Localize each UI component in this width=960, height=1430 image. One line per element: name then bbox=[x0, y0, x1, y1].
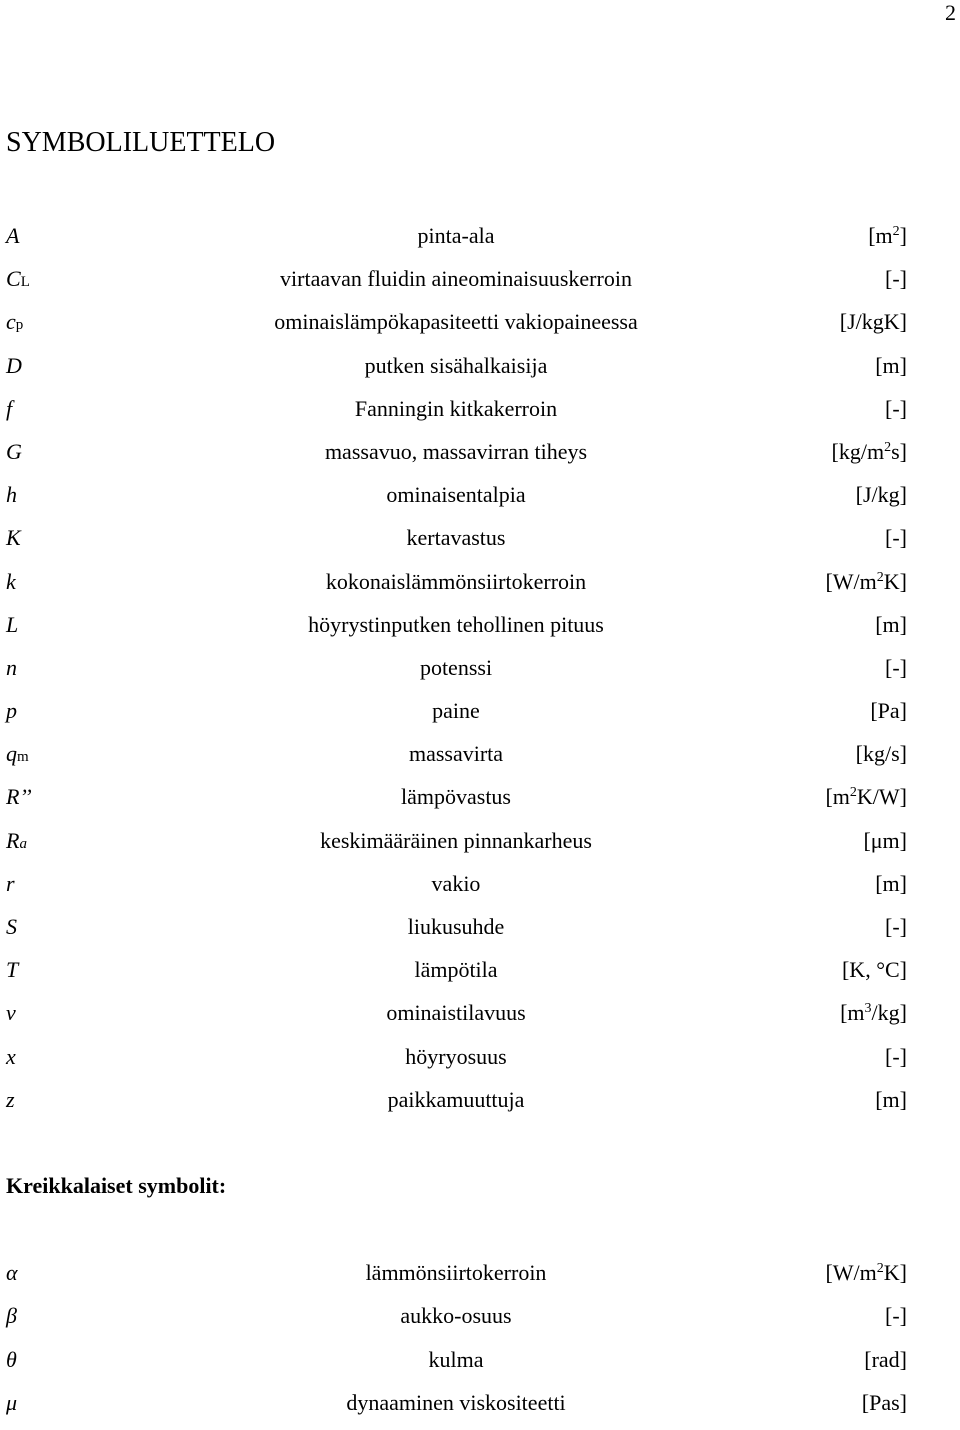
symbol bbox=[6, 738, 29, 773]
symbol-unit bbox=[870, 695, 907, 727]
greek-symbols-heading: Kreikkalaiset symbolit: bbox=[6, 1173, 227, 1198]
symbol-description: keskimääräinen pinnankarheus bbox=[320, 827, 592, 853]
symbol-row bbox=[0, 1300, 960, 1343]
unit-text: [-] bbox=[885, 395, 907, 421]
unit-text-end: K] bbox=[883, 568, 907, 594]
symbol-letter: f bbox=[6, 395, 13, 421]
unit-text-end: s] bbox=[891, 438, 907, 464]
unit-text: [J/kgK] bbox=[839, 309, 907, 335]
symbol-letter: A bbox=[6, 223, 20, 248]
symbol-description: höyrystinputken tehollinen pituus bbox=[308, 611, 604, 637]
symbol-letter: R’’ bbox=[6, 784, 32, 810]
unit-text: [kg/m bbox=[831, 438, 885, 464]
unit-text: [W/m bbox=[825, 568, 877, 594]
symbol-unit bbox=[863, 825, 907, 857]
symbol-row bbox=[0, 652, 960, 695]
symbol-letter: z bbox=[6, 1086, 15, 1112]
unit-text: [W/m bbox=[825, 1260, 877, 1285]
symbol-description: lämpövastus bbox=[401, 784, 511, 810]
unit-text-end: K] bbox=[883, 1260, 907, 1285]
symbol bbox=[6, 781, 32, 813]
symbol-unit bbox=[862, 1387, 907, 1419]
page-title: SYMBOLILUETTELO bbox=[6, 127, 276, 158]
symbol-unit bbox=[885, 1041, 907, 1073]
unit-superscript: 2 bbox=[876, 569, 884, 585]
symbol-unit bbox=[885, 393, 907, 425]
symbol-unit bbox=[825, 1257, 907, 1293]
symbol bbox=[6, 220, 19, 252]
symbol-description: putken sisähalkaisija bbox=[364, 352, 548, 378]
symbol-description: liukusuhde bbox=[407, 914, 505, 939]
symbol-letter: q bbox=[6, 741, 17, 767]
symbol bbox=[6, 522, 21, 554]
unit-text: [-] bbox=[885, 654, 907, 680]
symbol-letter: G bbox=[6, 438, 22, 464]
symbol-description: massavirta bbox=[408, 741, 504, 767]
symbol-letter: v bbox=[6, 1000, 16, 1026]
symbol-unit bbox=[825, 566, 907, 602]
symbol bbox=[6, 825, 27, 860]
unit-text: [m] bbox=[875, 1086, 907, 1112]
symbol-description: vakio bbox=[431, 870, 481, 896]
symbol-row bbox=[0, 350, 960, 393]
symbol-row bbox=[0, 263, 960, 306]
symbol-letter: L bbox=[6, 611, 19, 637]
symbol bbox=[6, 609, 18, 641]
symbol bbox=[6, 695, 17, 727]
symbol bbox=[6, 479, 17, 511]
unit-text: [m] bbox=[875, 611, 907, 637]
unit-superscript: 2 bbox=[892, 224, 900, 239]
symbol-letter: k bbox=[6, 568, 16, 594]
symbol-unit bbox=[842, 954, 907, 986]
symbol-row bbox=[0, 1257, 960, 1300]
symbol-subscript: m bbox=[17, 749, 29, 766]
unit-text: [-] bbox=[885, 1303, 907, 1329]
symbol bbox=[6, 1344, 17, 1376]
greek-symbol-list bbox=[0, 1257, 960, 1430]
unit-text: [μm] bbox=[863, 827, 907, 853]
symbol-unit bbox=[875, 868, 907, 900]
unit-text: [-] bbox=[885, 266, 907, 292]
unit-text: [J/kg] bbox=[855, 482, 907, 508]
symbol-description: Fanningin kitkakerroin bbox=[354, 395, 558, 421]
symbol-description: massavuo, massavirran tiheys bbox=[324, 438, 588, 464]
unit-text: [m bbox=[825, 784, 850, 810]
symbol-unit bbox=[868, 220, 907, 256]
unit-text: [-] bbox=[885, 1043, 907, 1069]
symbol bbox=[6, 1084, 15, 1116]
symbol bbox=[6, 263, 30, 298]
symbol-description: kertavastus bbox=[406, 525, 506, 551]
unit-text-end: ] bbox=[899, 223, 907, 248]
symbol-row bbox=[0, 1041, 960, 1084]
symbol-letter: p bbox=[6, 698, 17, 724]
symbol-description: dynaaminen viskositeetti bbox=[346, 1389, 566, 1415]
symbol-description: lämpötila bbox=[414, 957, 498, 983]
unit-text: [m] bbox=[875, 870, 907, 896]
symbol-unit bbox=[840, 997, 907, 1033]
symbol bbox=[6, 868, 15, 900]
unit-text: [-] bbox=[885, 525, 907, 551]
symbol-row bbox=[0, 825, 960, 868]
unit-text: [-] bbox=[885, 914, 907, 939]
symbol-letter: θ bbox=[6, 1346, 17, 1372]
symbol-letter: r bbox=[6, 870, 15, 896]
symbol-description: kokonaislämmönsiirtokerroin bbox=[325, 568, 587, 594]
symbol-description: kulma bbox=[428, 1346, 484, 1372]
symbol-letter: β bbox=[6, 1303, 17, 1329]
symbol bbox=[6, 1041, 16, 1073]
symbol-unit bbox=[856, 479, 907, 511]
symbol-letter: c bbox=[6, 309, 16, 335]
symbol-row bbox=[0, 1387, 960, 1430]
unit-text: [Pas] bbox=[861, 1389, 907, 1415]
unit-superscript: 2 bbox=[876, 1261, 884, 1276]
unit-superscript: 2 bbox=[849, 785, 857, 801]
symbol-unit bbox=[885, 652, 907, 684]
unit-text: [kg/s] bbox=[855, 741, 907, 767]
unit-text: [rad] bbox=[864, 1346, 907, 1372]
symbol bbox=[6, 911, 17, 943]
symbol-row bbox=[0, 479, 960, 522]
symbol-unit bbox=[864, 1344, 907, 1376]
symbol bbox=[6, 566, 16, 598]
symbol-row bbox=[0, 220, 960, 263]
symbol-letter: D bbox=[6, 352, 22, 378]
symbol-row bbox=[0, 436, 960, 479]
symbol-unit bbox=[825, 781, 907, 817]
symbol bbox=[6, 997, 16, 1029]
unit-superscript: 3 bbox=[864, 1001, 872, 1017]
symbol-letter: K bbox=[6, 525, 21, 551]
unit-text: [m] bbox=[875, 352, 907, 378]
symbol-unit bbox=[875, 609, 907, 641]
symbol-description: paine bbox=[432, 698, 480, 724]
unit-text-end: K/W] bbox=[856, 784, 907, 810]
symbol-description: ominaistilavuus bbox=[386, 1000, 526, 1026]
symbol-unit bbox=[840, 306, 907, 338]
symbol-row bbox=[0, 781, 960, 824]
symbol-row bbox=[0, 306, 960, 349]
unit-text: [m bbox=[840, 1000, 865, 1026]
symbol-unit bbox=[885, 1300, 907, 1332]
symbol-unit bbox=[856, 738, 907, 770]
symbol-list bbox=[0, 220, 960, 1127]
symbol-description: pinta-ala bbox=[417, 223, 495, 248]
symbol bbox=[6, 652, 17, 684]
symbol-subscript: L bbox=[20, 274, 30, 291]
symbol-letter: R bbox=[6, 827, 20, 853]
unit-superscript: 2 bbox=[884, 439, 892, 455]
symbol-letter: h bbox=[6, 482, 17, 508]
symbol-description: lämmönsiirtokerroin bbox=[365, 1260, 547, 1285]
symbol-row bbox=[0, 1344, 960, 1387]
unit-text: [Pa] bbox=[870, 698, 907, 724]
symbol bbox=[6, 1387, 17, 1419]
symbol-description: aukko-osuus bbox=[400, 1303, 512, 1329]
page-number: 2 bbox=[945, 0, 956, 25]
symbol-unit bbox=[832, 436, 907, 472]
symbol-row bbox=[0, 609, 960, 652]
symbol-description: potenssi bbox=[419, 654, 493, 680]
symbol-subscript: p bbox=[15, 317, 24, 334]
symbol-row bbox=[0, 522, 960, 565]
symbol-row bbox=[0, 868, 960, 911]
symbol-row bbox=[0, 738, 960, 781]
symbol-unit bbox=[885, 263, 907, 295]
symbol bbox=[6, 1257, 18, 1289]
symbol-letter: x bbox=[6, 1043, 16, 1069]
symbol-row bbox=[0, 954, 960, 997]
unit-text: [m bbox=[868, 223, 893, 248]
symbol bbox=[6, 954, 18, 986]
symbol-letter: T bbox=[6, 957, 19, 983]
symbol-unit bbox=[885, 911, 907, 943]
symbol-unit bbox=[875, 350, 907, 382]
symbol-letter: μ bbox=[6, 1389, 18, 1415]
symbol-row bbox=[0, 997, 960, 1040]
unit-text-end: /kg] bbox=[871, 1000, 907, 1026]
symbol bbox=[6, 393, 12, 425]
symbol-letter: n bbox=[6, 654, 17, 680]
symbol-letter: C bbox=[6, 266, 21, 292]
symbol-row bbox=[0, 695, 960, 738]
symbol-unit bbox=[885, 522, 907, 554]
symbol bbox=[6, 306, 23, 341]
symbol-description: virtaavan fluidin aineominaisuuskerroin bbox=[280, 266, 632, 292]
symbol-row bbox=[0, 393, 960, 436]
symbol-letter: S bbox=[6, 914, 17, 939]
symbol-row bbox=[0, 566, 960, 609]
symbol-unit bbox=[875, 1084, 907, 1116]
symbol bbox=[6, 436, 22, 468]
symbol-description: paikkamuuttuja bbox=[387, 1086, 525, 1112]
symbol bbox=[6, 1300, 17, 1332]
symbol-description: ominaisentalpia bbox=[386, 482, 526, 508]
symbol-row bbox=[0, 911, 960, 954]
unit-text: [K, °C] bbox=[841, 957, 907, 983]
symbol-description: ominaislämpökapasiteetti vakiopaineessa bbox=[274, 309, 638, 335]
symbol-subscript: a bbox=[19, 835, 27, 852]
symbol-letter: α bbox=[6, 1260, 18, 1285]
symbol bbox=[6, 350, 22, 382]
symbol-description: höyryosuus bbox=[405, 1043, 507, 1069]
symbol-row bbox=[0, 1084, 960, 1127]
